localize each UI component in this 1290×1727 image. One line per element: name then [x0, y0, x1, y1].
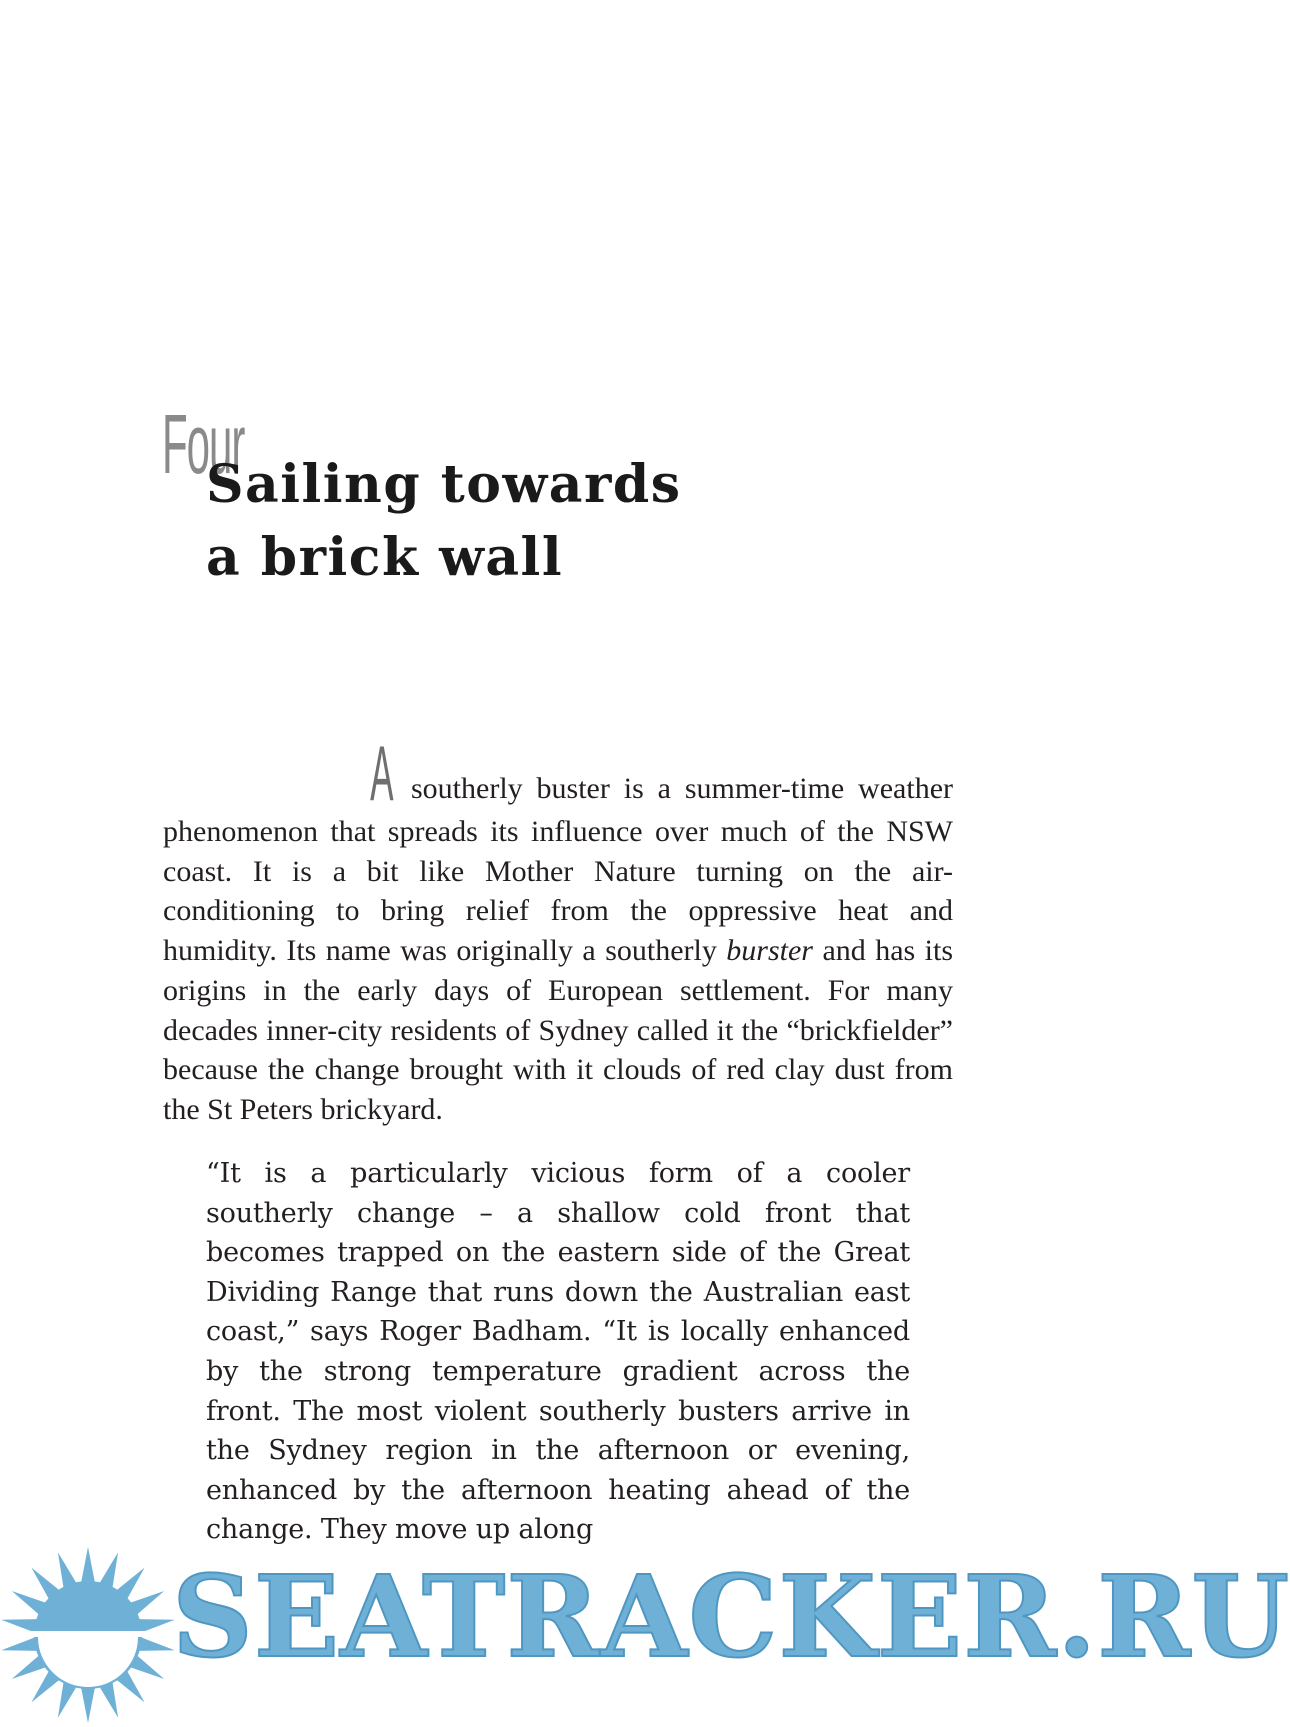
sun-icon — [0, 1547, 176, 1723]
body-text-part-2: and has its origins in the early days of European settlement. For many decades inner-city residents of Sydney called it the “brickfielder” because the change brought with it clouds of red clay dust from the St Peters brickyard. — [163, 934, 953, 1126]
chapter-number: Four — [162, 397, 245, 491]
body-text-part-1: southerly buster is a summer-time weather phenomenon that spreads its influence over much of the NSW coast. It is a bit like Mother Nature turning on the air-conditioning to bring relief from the oppressive heat and humidity. Its name was originally a southerly — [163, 772, 953, 968]
italic-word: burster — [726, 934, 813, 968]
chapter-title-line-2: a brick wall — [206, 527, 564, 588]
body-paragraph — [163, 729, 953, 1130]
chapter-title-line-1: Sailing towards — [206, 454, 682, 515]
block-quote: “It is a particularly vicious form of a cooler southerly change – a shallow cold front that becomes trapped on the eastern side of the Great Dividing Range that runs down the Australian east coast,” says Roger Badham. “It is locally enhanced by the strong temperature gradient across the front. The most violent southerly busters arrive in the Sydney region in the afternoon or evening, enhanced by the afternoon heating ahead of the change. They move up along — [206, 1158, 910, 1546]
drop-cap: A — [370, 729, 394, 817]
chapter-title — [206, 448, 681, 594]
watermark-text: SEATRACKER.RU — [172, 1552, 1290, 1683]
